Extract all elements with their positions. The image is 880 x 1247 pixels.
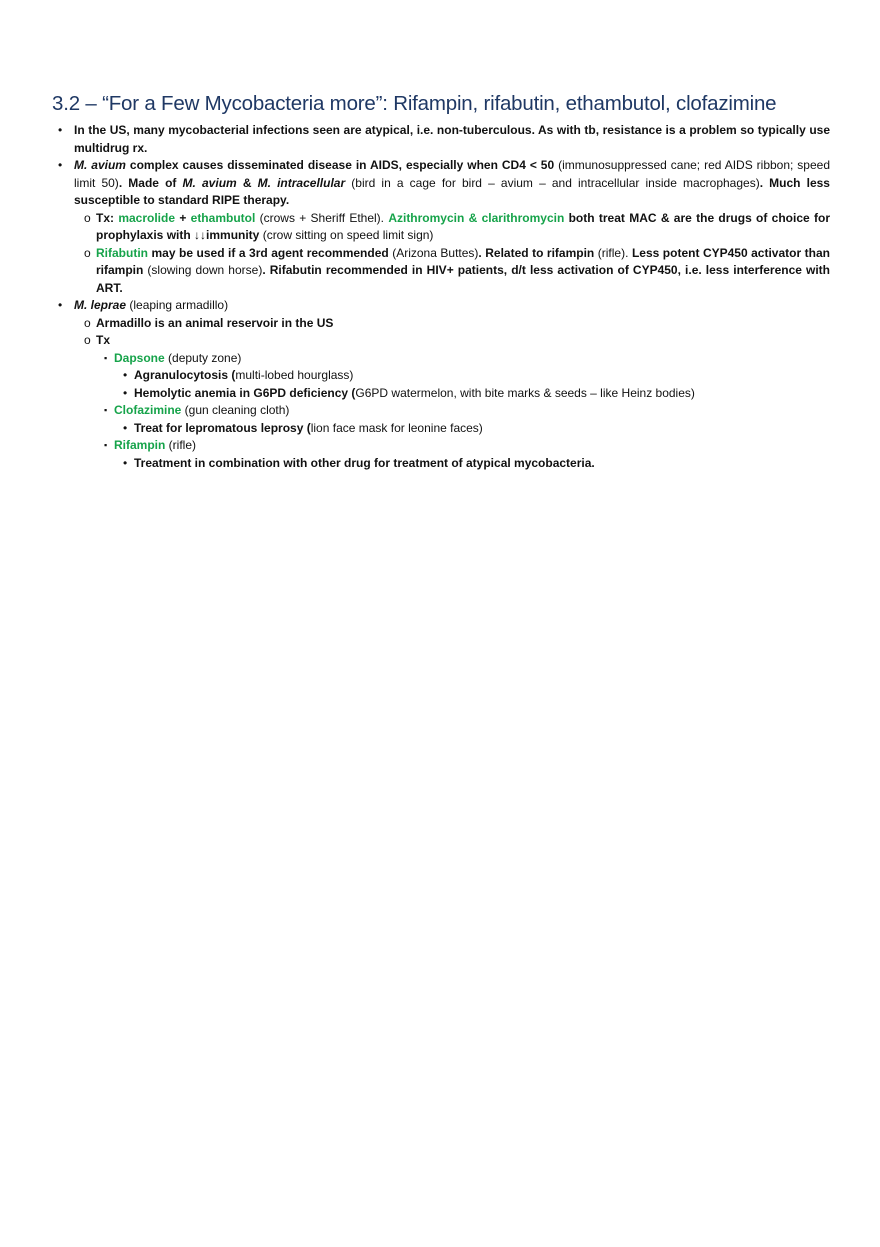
bullet-m-avium xyxy=(52,157,830,210)
dapsone-drug: Dapsone xyxy=(114,350,165,365)
crow-mnemonic: (crow sitting on speed limit sign) xyxy=(259,228,434,242)
plus-sign: + xyxy=(175,210,191,225)
circle-marker: o xyxy=(84,210,91,225)
rifabutin-related: . Related to rifampin xyxy=(478,245,595,260)
document-page xyxy=(52,92,830,472)
circle-marker: o xyxy=(84,333,91,347)
bullet-marker: • xyxy=(58,158,63,172)
bullet-marker: • xyxy=(58,123,63,137)
m-avium-ripe: . Much less susceptible to standard RIPE therapy. xyxy=(74,175,830,207)
circle-marker: o xyxy=(84,245,91,260)
armadillo-mnemonic: (leaping armadillo) xyxy=(126,298,229,312)
drug-clofazimine xyxy=(52,402,830,420)
sub-mac-tx xyxy=(52,210,830,245)
bullet-marker: • xyxy=(123,420,128,435)
dapsone-hemolytic-anemia xyxy=(52,385,830,403)
sub-rifabutin xyxy=(52,245,830,298)
mac-prophylaxis-text: both treat MAC & are the drugs of choice for prophylaxis with ↓↓immunity xyxy=(96,210,830,242)
macrolide-drug: macrolide xyxy=(118,210,176,225)
armadillo-reservoir-text: Armadillo is an animal reservoir in the US xyxy=(96,315,334,330)
horse-mnemonic: (slowing down horse) xyxy=(143,263,263,277)
m-avium-made-of: . Made of xyxy=(118,175,183,190)
circle-marker: o xyxy=(84,315,91,330)
rifabutin-drug: Rifabutin xyxy=(96,245,148,260)
rifampin-combination-text: Treatment in combination with other drug for treatment of atypical mycobacteria. xyxy=(134,455,595,470)
agranulocytosis-text: Agranulocytosis ( xyxy=(134,368,236,382)
bullet-marker: • xyxy=(123,455,128,470)
sub-armadillo-reservoir xyxy=(52,315,830,333)
rifampin-mnemonic: (rifle) xyxy=(165,438,197,452)
square-marker: ▪ xyxy=(104,405,108,415)
bullet-marker: • xyxy=(123,385,128,400)
leprae-tx-label: Tx xyxy=(96,333,111,347)
rifampin-drug: Rifampin xyxy=(114,438,166,452)
drug-rifampin xyxy=(52,437,830,455)
ethambutol-mnemonic: (crows + Sheriff Ethel). xyxy=(255,210,389,225)
m-avium-mnemonic: (immunosuppressed cane; red AIDS ribbon; speed limit 50) xyxy=(74,158,830,190)
rifabutin-third-agent: may be used if a 3rd agent recommended xyxy=(148,245,389,260)
m-avium-bird-mnemonic: (bird in a cage for bird – avium – and intracellular inside macrophages) xyxy=(345,175,760,190)
rifabutin-hiv: . Rifabutin recommended in HIV+ patients, d/t less activation of CYP450, i.e. less interference with ART. xyxy=(96,263,831,295)
tx-label: Tx: xyxy=(96,210,119,225)
clofazimine-mnemonic: (gun cleaning cloth) xyxy=(181,403,290,417)
us-atypical-text: In the US, many mycobacterial infections seen are atypical, i.e. non-tuberculous. As with tb, resistance is a problem so typically use multidrug rx. xyxy=(74,123,830,155)
lepromatous-text: Treat for lepromatous leprosy ( xyxy=(134,420,311,435)
arizona-mnemonic: (Arizona Buttes) xyxy=(388,245,479,260)
bullet-m-leprae xyxy=(52,297,830,315)
hemolytic-anemia-text: Hemolytic anemia in G6PD deficiency ( xyxy=(134,385,356,400)
ethambutol-drug: ethambutol xyxy=(190,210,256,225)
section-title: 3.2 – “For a Few Mycobacteria more”: Rifampin, rifabutin, ethambutol, clofazimine xyxy=(52,92,777,115)
lion-mnemonic: lion face mask for leonine faces) xyxy=(310,420,483,435)
m-avium-and: & xyxy=(236,175,258,190)
m-avium-term: M. avium xyxy=(74,158,126,172)
m-avium-desc: complex causes disseminated disease in AIDS, especially when CD4 < 50 xyxy=(125,158,555,172)
azithro-clarithro-drugs: Azithromycin & clarithromycin xyxy=(388,210,565,225)
square-marker: ▪ xyxy=(104,352,108,363)
m-avium-term-2: M. avium xyxy=(182,175,237,190)
clofazimine-lepromatous xyxy=(52,420,830,438)
dapsone-mnemonic: (deputy zone) xyxy=(164,350,242,365)
bullet-us-atypical xyxy=(52,122,830,157)
hourglass-mnemonic: multi-lobed hourglass) xyxy=(235,368,354,382)
rifabutin-cyp450: Less potent CYP450 activator than rifampin xyxy=(96,245,830,277)
dapsone-agranulocytosis xyxy=(52,367,830,385)
bullet-marker: • xyxy=(58,298,63,312)
bullet-marker: • xyxy=(123,368,128,382)
m-leprae-term: M. leprae xyxy=(74,298,127,312)
square-marker: ▪ xyxy=(104,440,108,450)
notes-body xyxy=(52,122,830,472)
rifampin-combination xyxy=(52,455,830,473)
drug-dapsone xyxy=(52,350,830,368)
watermelon-mnemonic: G6PD watermelon, with bite marks & seeds – like Heinz bodies) xyxy=(355,385,695,400)
rifle-mnemonic: (rifle). xyxy=(594,245,632,260)
sub-leprae-tx xyxy=(52,332,830,350)
m-intracellular-term: M. intracellular xyxy=(257,175,346,190)
clofazimine-drug: Clofazimine xyxy=(114,403,182,417)
